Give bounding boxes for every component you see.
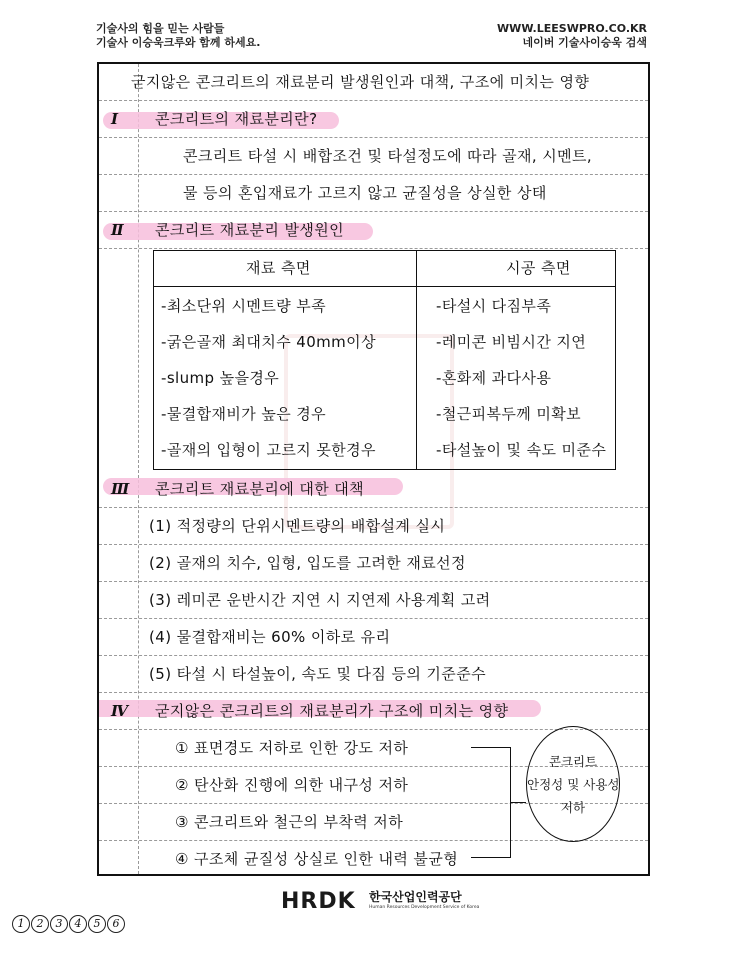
result-line-2: 안정성 및 사용성 — [527, 777, 620, 792]
page-marker[interactable]: 1 — [12, 915, 30, 933]
effect-item: ① 표면경도 저하로 인한 강도 저하 — [175, 739, 409, 757]
page-markers — [12, 915, 125, 933]
countermeasure-item: (4) 물결합재비는 60% 이하로 유리 — [149, 628, 391, 646]
section-2-numeral: Ⅱ — [111, 221, 124, 239]
table-cell: -타설높이 및 속도 미준수 — [436, 441, 607, 459]
page-marker[interactable]: 2 — [31, 915, 49, 933]
table-cell: -굵은골재 최대치수 40mm이상 — [161, 333, 376, 351]
table-cell: -골재의 입형이 고르지 못한경우 — [161, 441, 376, 459]
effect-bracket — [471, 747, 511, 858]
cause-table — [153, 250, 616, 470]
effect-item: ④ 구조체 균질성 상실로 인한 내력 불균형 — [175, 850, 459, 868]
header-search-hint: 네이버 기술사이승욱 검색 — [522, 36, 647, 49]
page-marker[interactable]: 3 — [50, 915, 68, 933]
page-marker[interactable]: 6 — [107, 915, 125, 933]
header-left — [96, 22, 260, 50]
result-line-3: 저하 — [560, 800, 586, 815]
section-4-numeral: Ⅳ — [111, 702, 129, 720]
section-1-numeral: Ⅰ — [111, 110, 119, 128]
section-3-numeral: Ⅲ — [111, 480, 130, 498]
effect-item: ③ 콘크리트와 철근의 부착력 저하 — [175, 813, 404, 831]
result-line-1: 콘크리트 — [548, 754, 598, 769]
table-cell: -물결합재비가 높은 경우 — [161, 405, 327, 423]
header-website[interactable]: WWW.LEESWPRO.CO.KR — [497, 22, 647, 35]
answer-sheet — [97, 62, 650, 876]
countermeasure-item: (3) 레미콘 운반시간 지연 시 지연제 사용계획 고려 — [149, 591, 491, 609]
table-cell: -타설시 다짐부족 — [436, 297, 552, 315]
bracket-connector — [511, 802, 526, 803]
header-crew: 기술사 이승욱크루와 함께 하세요. — [96, 36, 261, 49]
section-1-line-1: 콘크리트 타설 시 배합조건 및 타설정도에 따라 골재, 시멘트, — [183, 147, 593, 165]
table-cell: -slump 높을경우 — [161, 369, 280, 387]
page-marker[interactable]: 5 — [88, 915, 106, 933]
result-circle — [526, 726, 620, 842]
table-cell: -혼화제 과다사용 — [436, 369, 552, 387]
table-cell: -철근피복두께 미확보 — [436, 405, 581, 423]
section-1-heading: 콘크리트의 재료분리란? — [155, 110, 318, 128]
header-right — [497, 22, 647, 50]
page-title: 굳지않은 콘크리트의 재료분리 발생원인과 대책, 구조에 미치는 영향 — [131, 73, 590, 91]
table-cell: -레미콘 비빔시간 지연 — [436, 333, 587, 351]
table-header-material: 재료 측면 — [246, 259, 311, 277]
table-cell: -최소단위 시멘트량 부족 — [161, 297, 327, 315]
section-3-heading: 콘크리트 재료분리에 대한 대책 — [155, 480, 365, 498]
section-4-heading: 굳지않은 콘크리트의 재료분리가 구조에 미치는 영향 — [155, 702, 509, 720]
effect-item: ② 탄산화 진행에 의한 내구성 저하 — [175, 776, 409, 794]
section-2-heading: 콘크리트 재료분리 발생원인 — [155, 221, 345, 239]
table-divider — [416, 251, 417, 469]
logo-name: 한국산업인력공단 — [369, 890, 462, 904]
logo-mark: HRDK — [281, 889, 356, 914]
countermeasure-item: (1) 적정량의 단위시멘트량의 배합설계 실시 — [149, 517, 446, 535]
logo-subtitle: Human Resources Development Service of Korea — [369, 905, 480, 910]
header-slogan: 기술사의 힘을 믿는 사람들 — [96, 22, 225, 35]
page-marker[interactable]: 4 — [69, 915, 87, 933]
section-1-line-2: 물 등의 혼입재료가 고르지 않고 균질성을 상실한 상태 — [183, 184, 547, 202]
table-header-construction: 시공 측면 — [506, 259, 571, 277]
countermeasure-item: (2) 골재의 치수, 입형, 입도를 고려한 재료선정 — [149, 554, 466, 572]
countermeasure-item: (5) 타설 시 타설높이, 속도 및 다짐 등의 기준준수 — [149, 665, 486, 683]
